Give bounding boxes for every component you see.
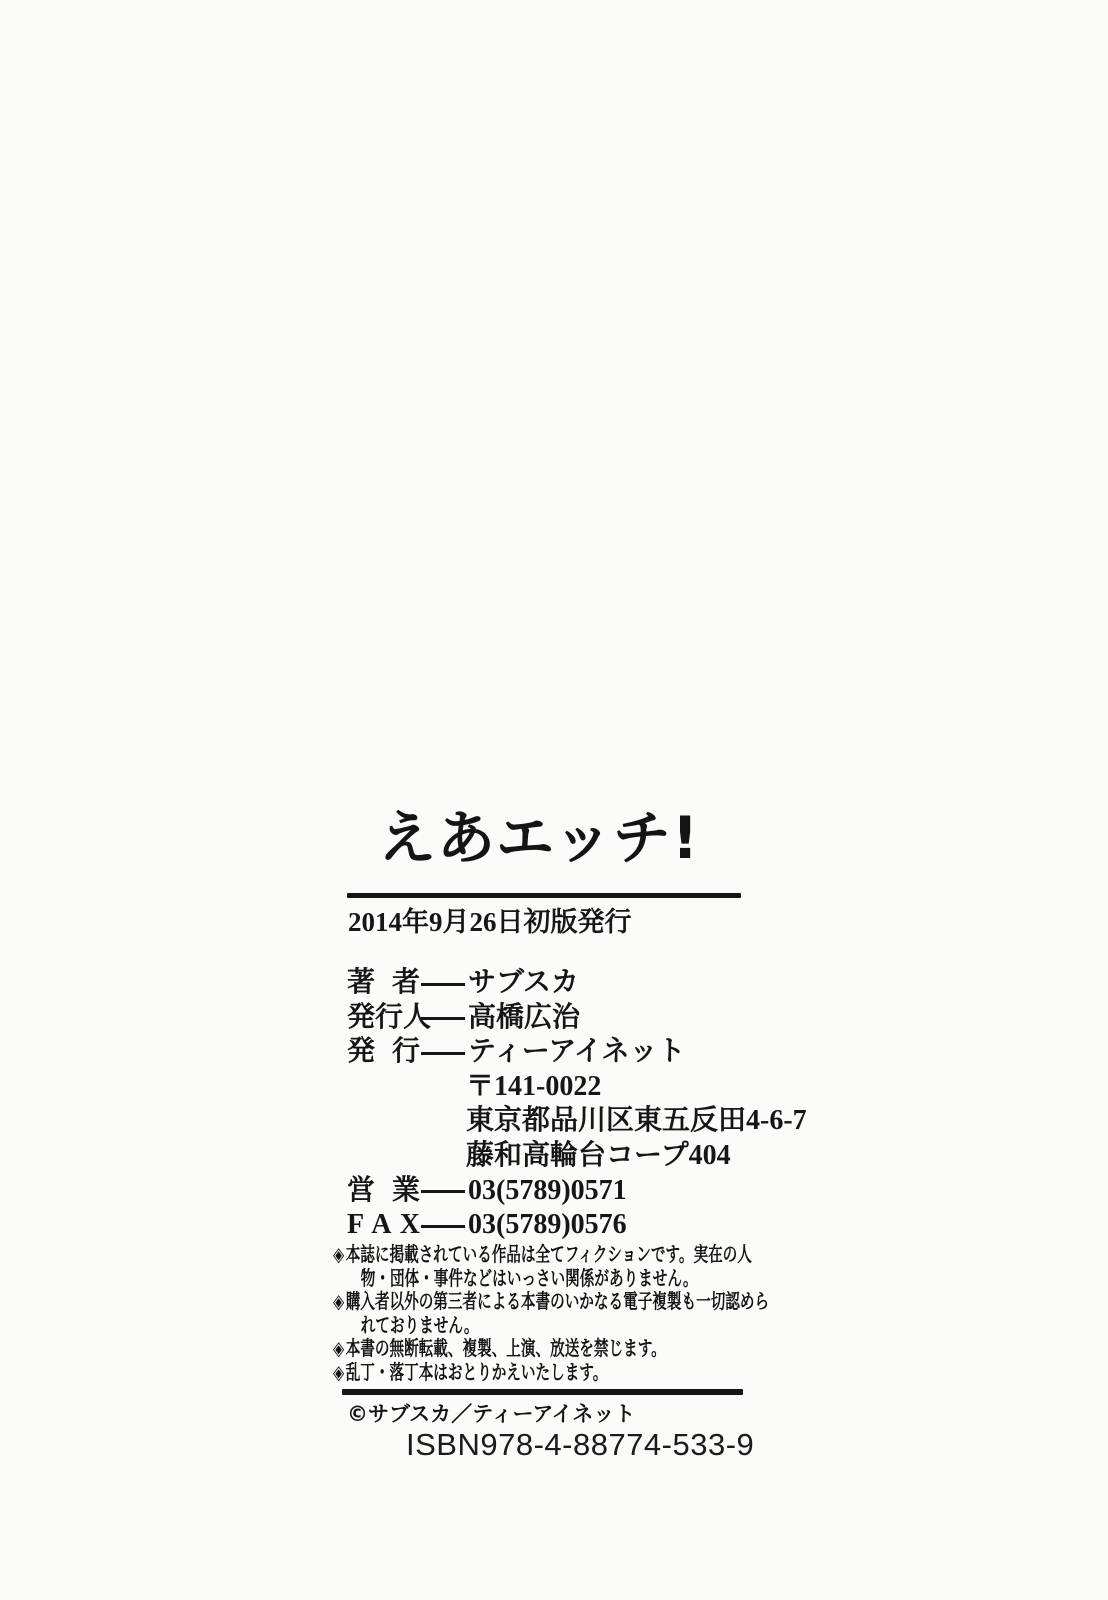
credit-row-author [347, 966, 767, 1001]
contact-value-sales-phone: 03(5789)0571 [468, 1174, 627, 1206]
leader-dash [421, 983, 465, 986]
credit-value-publisher: ティーアイネット [468, 1036, 686, 1068]
title-divider-rule [347, 893, 741, 898]
notice-item [333, 1361, 774, 1385]
credit-label-author: 著 者 [347, 967, 420, 998]
leader-dash [421, 1225, 465, 1228]
diamond-bullet-icon: ◈ [333, 1336, 345, 1360]
contact-row-sales [347, 1174, 767, 1209]
legal-notices-block [333, 1242, 770, 1384]
contact-label-sales: 営 業 [347, 1174, 420, 1206]
edition-date: 2014年9月26日初版発行 [348, 907, 632, 937]
credits-block [347, 966, 807, 1243]
notice-text: 本誌に掲載されている作品は全てフィクションです。実在の人物・団体・事件などはいっさい関係がありません。 [345, 1242, 752, 1290]
address-building: 藤和高輪台コープ404 [466, 1139, 731, 1171]
book-title: えあエッチ! [378, 804, 700, 872]
credit-label-publisher: 発 行 [347, 1036, 420, 1068]
credit-value-author: サブスカ [468, 967, 579, 998]
address-postal-code: 〒141-0022 [466, 1070, 602, 1102]
contact-row-fax [347, 1208, 767, 1243]
leader-dash [421, 1052, 465, 1055]
notice-item [333, 1337, 774, 1361]
contact-value-fax-phone: 03(5789)0576 [468, 1209, 627, 1241]
contact-label-fax: F A X [347, 1209, 420, 1241]
credit-row-publisher [347, 1035, 767, 1070]
credit-value-publisher-person: 高橋広治 [468, 1001, 581, 1033]
leader-dash [421, 1017, 465, 1020]
diamond-bullet-icon: ◈ [333, 1359, 345, 1384]
notice-text: 乱丁・落丁本はおとりかえいたします。 [345, 1359, 608, 1384]
notice-item [333, 1290, 774, 1337]
diamond-bullet-icon: ◈ [333, 1242, 345, 1266]
notice-item [333, 1243, 774, 1290]
footer-divider-rule [342, 1389, 743, 1395]
credit-row-publisher-person [347, 1001, 767, 1036]
address-street: 東京都品川区東五反田4-6-7 [466, 1105, 807, 1137]
leader-dash [421, 1190, 465, 1193]
notice-text: 購入者以外の第三者による本書のいかなる電子複製も一切認められておりません。 [345, 1289, 770, 1337]
credit-label-publisher-person: 発行人 [347, 1001, 432, 1033]
notice-text: 本書の無断転載、複製、上演、放送を禁じます。 [345, 1336, 666, 1360]
copyright-line: ©サブスカ／ティーアイネット [347, 1402, 636, 1426]
diamond-bullet-icon: ◈ [333, 1289, 345, 1313]
isbn-number: ISBN978-4-88774-533-9 [406, 1427, 755, 1462]
